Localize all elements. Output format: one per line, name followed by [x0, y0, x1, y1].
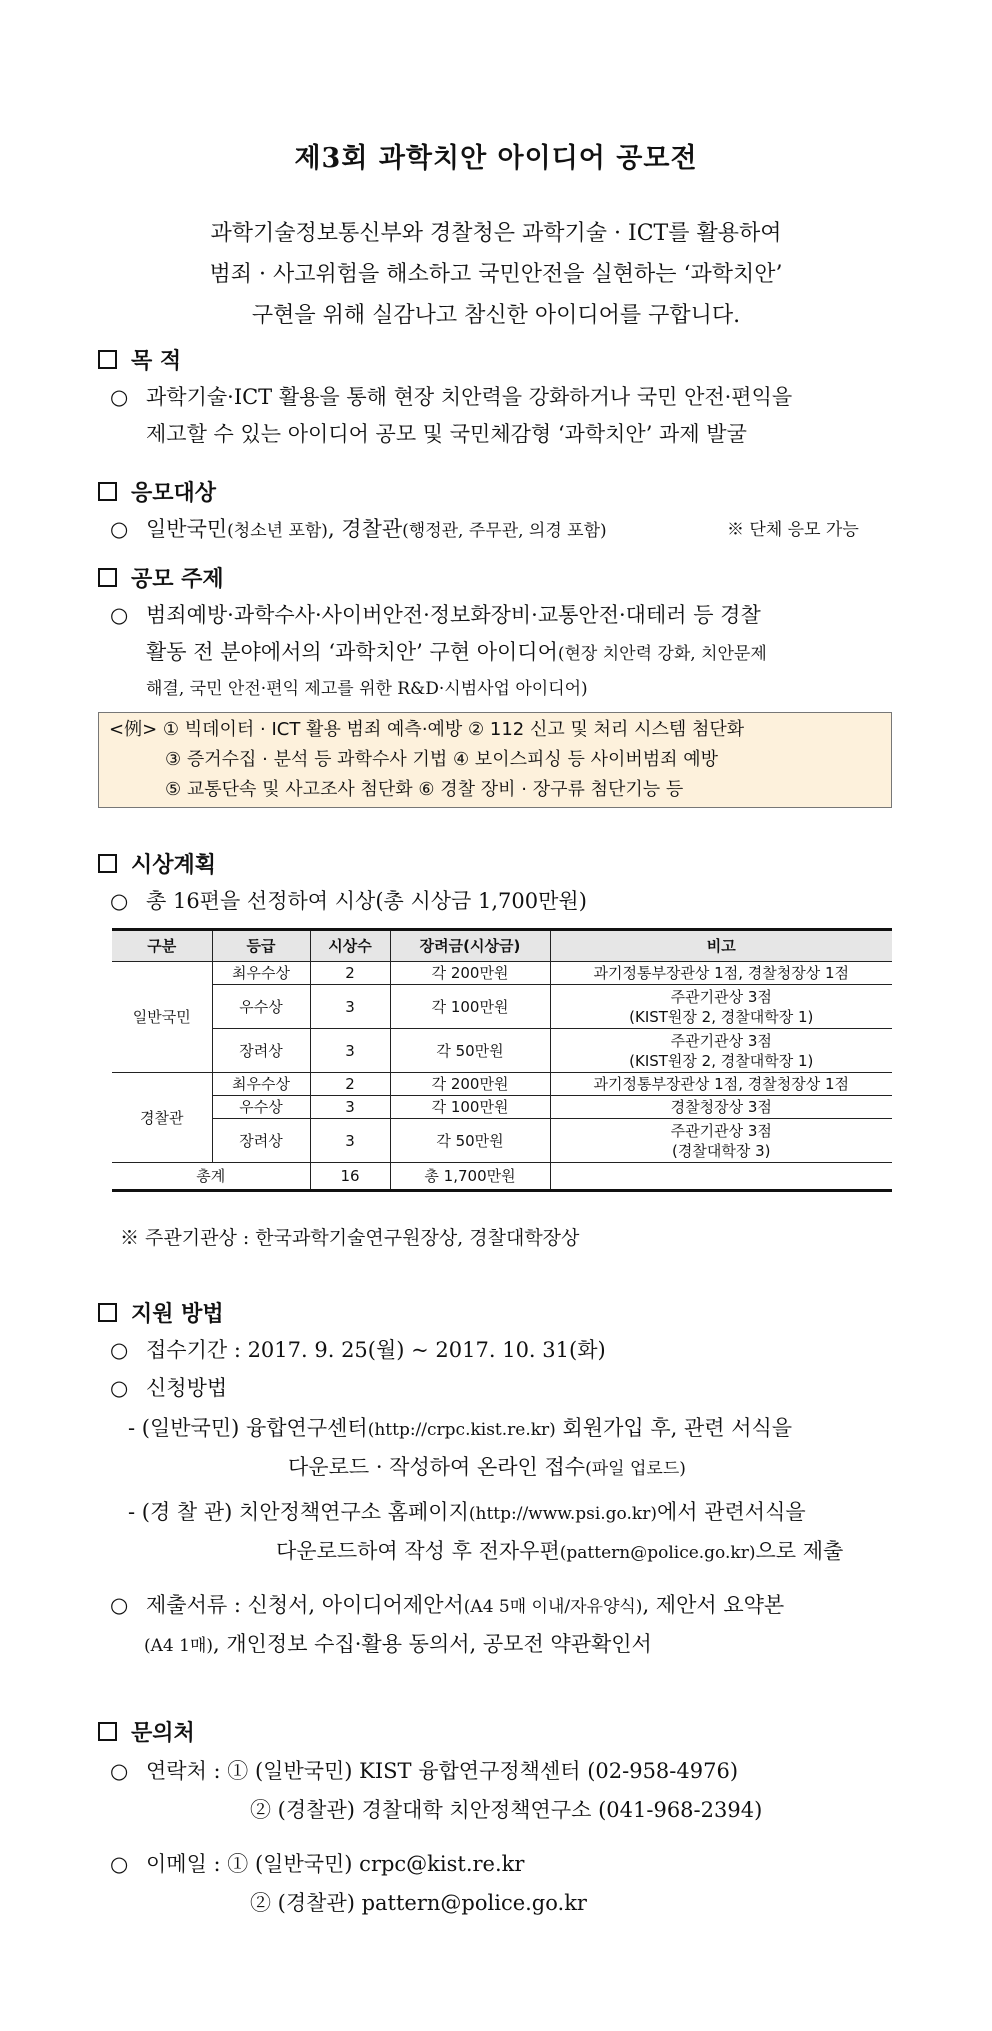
- remarks-line: 경찰청장상 3점: [670, 1098, 772, 1116]
- topic-line-1: [110, 596, 761, 635]
- grade-cell: 장려상: [212, 1119, 310, 1163]
- remarks-line: 주관기관상 3점: [670, 1121, 772, 1140]
- apply-police-line-2: [276, 1535, 843, 1565]
- topic-text: 활동 전 분야에서의 ‘과학치안’ 구현 아이디어: [146, 640, 558, 664]
- header-count: 시상수: [310, 930, 390, 962]
- checkbox-square-icon: [98, 568, 117, 587]
- remarks-line: 과기정통부장관상 1점, 경찰청장상 1점: [593, 964, 849, 982]
- apply-note: (파일 업로드): [585, 1459, 686, 1479]
- contact-email-public[interactable]: ① (일반국민) crpc@kist.re.kr: [227, 1852, 525, 1876]
- prize-cell: 각 50만원: [390, 1119, 550, 1163]
- apply-period-text: 접수기간 : 2017. 9. 25(월) ~ 2017. 10. 31(화): [146, 1338, 606, 1362]
- topic-line-2: [146, 633, 767, 674]
- public-site-link[interactable]: (http://crpc.kist.re.kr): [367, 1420, 556, 1440]
- intro-line: 범죄 · 사고위험을 해소하고 국민안전을 실현하는 ‘과학치안’: [209, 262, 783, 287]
- apply-text: 회원가입 후, 관련 서식을: [555, 1416, 793, 1440]
- remarks-cell: [550, 1073, 892, 1096]
- remarks-cell: [550, 1119, 892, 1163]
- apply-method-text: 신청방법: [146, 1376, 228, 1400]
- purpose-line-2: 제고할 수 있는 아이디어 공모 및 국민체감형 ‘과학치안’ 과제 발굴: [146, 422, 747, 446]
- circle-bullet-icon: ○: [110, 1852, 129, 1876]
- apply-method-label: [110, 1369, 227, 1408]
- table-total-row: [112, 1163, 892, 1191]
- circle-bullet-icon: ○: [110, 889, 129, 913]
- awards-footnote: ※ 주관기관상 : 한국과학기술연구원장상, 경찰대학장상: [120, 1227, 580, 1249]
- section-apply-heading: [98, 1297, 224, 1328]
- table-row: [112, 985, 892, 1029]
- intro-paragraph: [0, 213, 992, 336]
- eligibility-police-note: (행정관, 주무관, 의경 포함): [402, 521, 607, 541]
- table-row: [112, 1073, 892, 1096]
- eligibility-public-note: (청소년 포함): [227, 521, 328, 541]
- table-row: [112, 1029, 892, 1073]
- grade-cell: 장려상: [212, 1029, 310, 1073]
- apply-text: 다운로드하여 작성 후 전자우편: [276, 1539, 560, 1563]
- header-category: 구분: [112, 930, 212, 962]
- count-cell: 2: [310, 1073, 390, 1096]
- police-site-link[interactable]: (http://www.psi.go.kr): [468, 1504, 657, 1524]
- remarks-line: 주관기관상 3점: [670, 987, 772, 1006]
- checkbox-square-icon: [98, 482, 117, 501]
- remarks-line: (KIST원장 2, 경찰대학장 1): [629, 1007, 814, 1026]
- topic-note: (현장 치안력 강화, 치안문제: [557, 644, 767, 664]
- total-label: 총계: [112, 1163, 310, 1191]
- apply-text: - (경 찰 관) 치안정책연구소 홈페이지: [128, 1500, 469, 1524]
- count-cell: 3: [310, 985, 390, 1029]
- remarks-cell: [550, 1029, 892, 1073]
- docs-text: , 개인정보 수집·활용 동의서, 공모전 약관확인서: [213, 1632, 652, 1656]
- table-row: [112, 962, 892, 985]
- circle-bullet-icon: ○: [110, 385, 129, 409]
- circle-bullet-icon: ○: [110, 603, 129, 627]
- group-public: 일반국민: [112, 962, 212, 1073]
- remarks-cell: [550, 1096, 892, 1119]
- contact-phone: ① (일반국민) KIST 융합연구정책센터 (02-958-4976): [227, 1759, 739, 1783]
- contact-email-line-1: [110, 1845, 524, 1884]
- example-line: ③ 증거수집 · 분석 등 과학수사 기법 ④ 보이스피싱 등 사이버범죄 예방: [165, 749, 719, 770]
- table-row: [112, 1096, 892, 1119]
- remarks-line: 주관기관상 3점: [670, 1031, 772, 1050]
- total-prize: 총 1,700만원: [390, 1163, 550, 1191]
- example-line: ⑤ 교통단속 및 사고조사 첨단화 ⑥ 경찰 장비 · 장구류 첨단기능 등: [165, 779, 684, 800]
- apply-docs-line-1: [110, 1586, 784, 1627]
- apply-text: 다운로드 · 작성하여 온라인 접수: [288, 1455, 586, 1479]
- page-title: 제3회 과학치안 아이디어 공모전: [294, 143, 698, 174]
- apply-period: [110, 1331, 606, 1370]
- section-title: 응모대상: [131, 480, 217, 506]
- prize-cell: 각 100만원: [390, 985, 550, 1029]
- apply-text: 에서 관련서식을: [656, 1500, 806, 1524]
- purpose-text: 과학기술·ICT 활용을 통해 현장 치안력을 강화하거나 국민 안전·편익을: [146, 385, 793, 409]
- section-awards-heading: [98, 848, 216, 879]
- awards-table: [112, 928, 892, 1192]
- count-cell: 3: [310, 1029, 390, 1073]
- table-header-row: [112, 930, 892, 962]
- apply-text: 으로 제출: [755, 1539, 844, 1563]
- apply-public-line-1: [128, 1412, 792, 1442]
- circle-bullet-icon: ○: [110, 517, 129, 541]
- group-police: 경찰관: [112, 1073, 212, 1163]
- count-cell: 3: [310, 1096, 390, 1119]
- awards-summary-text: 총 16편을 선정하여 시상(총 시상금 1,700만원): [146, 889, 587, 913]
- grade-cell: 최우수상: [212, 962, 310, 985]
- section-purpose-heading: [98, 344, 181, 375]
- purpose-line-1: [110, 378, 792, 417]
- apply-police-line-1: [128, 1496, 806, 1526]
- example-line: <例> ① 빅데이터 · ICT 활용 범죄 예측·예방 ② 112 신고 및 처리 시스템 첨단화: [109, 719, 745, 740]
- docs-note: (A4 1매): [144, 1636, 213, 1656]
- contact-email-line-2[interactable]: ② (경찰관) pattern@police.go.kr: [250, 1891, 587, 1915]
- section-contact-heading: [98, 1716, 195, 1747]
- section-title: 문의처: [131, 1720, 195, 1746]
- docs-text: 제출서류 : 신청서, 아이디어제안서: [146, 1593, 464, 1617]
- docs-note: (A4 5매 이내/자유양식): [463, 1597, 643, 1617]
- intro-line: 과학기술정보통신부와 경찰청은 과학기술 · ICT를 활용하여: [210, 221, 782, 246]
- remarks-cell: [550, 985, 892, 1029]
- contact-phone-line-2: ② (경찰관) 경찰대학 치안정책연구소 (041-968-2394): [250, 1798, 763, 1822]
- section-title: 목 적: [131, 348, 182, 374]
- prize-cell: 각 50만원: [390, 1029, 550, 1073]
- topic-text: 범죄예방·과학수사·사이버안전·정보화장비·교통안전·대테러 등 경찰: [146, 603, 761, 627]
- section-eligibility-heading: [98, 476, 216, 507]
- prize-cell: 각 100만원: [390, 1096, 550, 1119]
- checkbox-square-icon: [98, 350, 117, 369]
- section-title: 시상계획: [131, 852, 217, 878]
- count-cell: 3: [310, 1119, 390, 1163]
- eligibility-police: , 경찰관: [327, 517, 403, 541]
- police-email-link[interactable]: (pattern@police.go.kr): [559, 1543, 756, 1563]
- grade-cell: 우수상: [212, 985, 310, 1029]
- header-grade: 등급: [212, 930, 310, 962]
- checkbox-square-icon: [98, 1303, 117, 1322]
- total-remarks: [550, 1163, 892, 1191]
- total-count: 16: [310, 1163, 390, 1191]
- count-cell: 2: [310, 962, 390, 985]
- section-topic-heading: [98, 562, 224, 593]
- intro-line: 구현을 위해 실감나고 참신한 아이디어를 구합니다.: [251, 303, 741, 328]
- remarks-cell: [550, 962, 892, 985]
- remarks-line: (KIST원장 2, 경찰대학장 1): [629, 1051, 814, 1070]
- section-title: 공모 주제: [131, 566, 224, 592]
- remarks-line: (경찰대학장 3): [672, 1141, 771, 1160]
- grade-cell: 우수상: [212, 1096, 310, 1119]
- docs-text: , 제안서 요약본: [642, 1593, 785, 1617]
- checkbox-square-icon: [98, 1722, 117, 1741]
- apply-text: - (일반국민) 융합연구센터: [128, 1416, 368, 1440]
- circle-bullet-icon: ○: [110, 1593, 129, 1617]
- awards-summary: [110, 882, 587, 921]
- grade-cell: 최우수상: [212, 1073, 310, 1096]
- topic-line-3: 해결, 국민 안전·편익 제고를 위한 R&D·시범사업 아이디어): [146, 679, 588, 699]
- header-prize: 장려금(시상금): [390, 930, 550, 962]
- apply-public-line-2: [288, 1451, 686, 1481]
- table-row: [112, 1119, 892, 1163]
- contact-label: 연락처 :: [146, 1759, 228, 1783]
- circle-bullet-icon: ○: [110, 1759, 129, 1783]
- contact-phone-line-1: [110, 1752, 738, 1791]
- apply-docs-line-2: [144, 1625, 652, 1666]
- group-entry-note: ※ 단체 응모 가능: [727, 520, 859, 540]
- prize-cell: 각 200만원: [390, 962, 550, 985]
- eligibility-line: [110, 510, 607, 551]
- checkbox-square-icon: [98, 854, 117, 873]
- header-remarks: 비고: [550, 930, 892, 962]
- contact-label: 이메일 :: [146, 1852, 228, 1876]
- eligibility-public: 일반국민: [146, 517, 228, 541]
- prize-cell: 각 200만원: [390, 1073, 550, 1096]
- circle-bullet-icon: ○: [110, 1376, 129, 1400]
- circle-bullet-icon: ○: [110, 1338, 129, 1362]
- topic-examples-box: [98, 712, 892, 808]
- section-title: 지원 방법: [131, 1301, 224, 1327]
- remarks-line: 과기정통부장관상 1점, 경찰청장상 1점: [593, 1075, 849, 1093]
